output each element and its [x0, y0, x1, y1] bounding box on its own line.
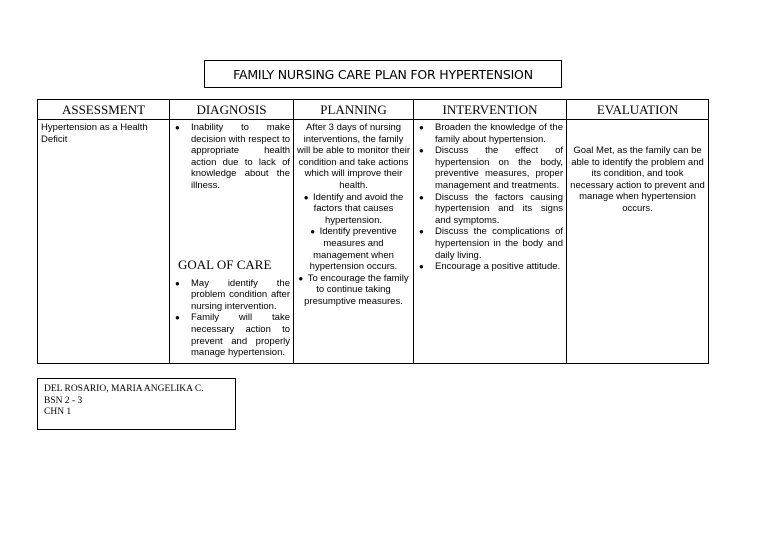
intervention-cell [414, 120, 567, 364]
student-name: DEL ROSARIO, MARIA ANGELIKA C. [44, 384, 204, 394]
goal-item: ● May identify the problem condition after nursing intervention. [173, 278, 290, 313]
planning-cell [294, 120, 414, 364]
diagnosis-list [173, 122, 290, 192]
diagnosis-item: ● Inability to make decision with respect to appropriate health action due to lack of knowledge about the illness. [173, 122, 290, 192]
header-assessment: ASSESSMENT [38, 100, 170, 120]
assessment-text: Hypertension as a Health Deficit [41, 122, 148, 145]
page-title: FAMILY NURSING CARE PLAN FOR HYPERTENSION [204, 60, 562, 88]
goal-item: ● Family will take necessary action to prevent and properly manage hypertension. [173, 312, 290, 358]
intervention-item: ● Encourage a positive attitude. [417, 261, 563, 273]
planning-item [297, 226, 410, 272]
planning-intro: After 3 days of nursing interventions, the family will be able to monitor their condition and take actions which will improve their health. [297, 122, 410, 191]
student-section: BSN 2 - 3 [44, 395, 83, 406]
diagnosis-cell [170, 120, 294, 364]
goal-of-care-heading: GOAL OF CARE [178, 256, 272, 272]
content-row [38, 120, 709, 364]
planning-item-text: Identify preventive measures and management when hypertension occurs. [309, 226, 398, 273]
intervention-item: ● Broaden the knowledge of the family about hypertension. [417, 122, 563, 145]
planning-item-text: Identify and avoid the factors that causes hypertension. [312, 191, 404, 226]
planning-list [297, 192, 410, 308]
student-course: CHN 1 [44, 407, 72, 417]
planning-item-text: To encourage the family to continue taking presumptive measures. [304, 272, 409, 307]
planning-item [297, 192, 410, 227]
care-plan-table [37, 99, 709, 364]
goal-list [173, 278, 290, 359]
intervention-list [417, 122, 563, 273]
intervention-item: ● Discuss the complications of hypertension in the body and daily living. [417, 226, 563, 261]
planning-item [297, 273, 410, 308]
header-evaluation: EVALUATION [567, 100, 709, 120]
intervention-item: ● Discuss the factors causing hypertension and its signs and symptoms. [417, 192, 563, 227]
header-diagnosis: DIAGNOSIS [170, 100, 294, 120]
evaluation-text: Goal Met, as the family can be able to identify the problem and its condition, and took necessary action to prevent and manage when hypertension occurs. [570, 145, 705, 214]
header-planning: PLANNING [294, 100, 414, 120]
header-row [38, 100, 709, 120]
header-intervention: INTERVENTION [414, 100, 567, 120]
intervention-item: ● Discuss the effect of hypertension on the body, preventive measures, proper management and treatments. [417, 145, 563, 191]
evaluation-cell [567, 120, 709, 364]
assessment-cell [38, 120, 170, 364]
student-info [37, 378, 236, 430]
